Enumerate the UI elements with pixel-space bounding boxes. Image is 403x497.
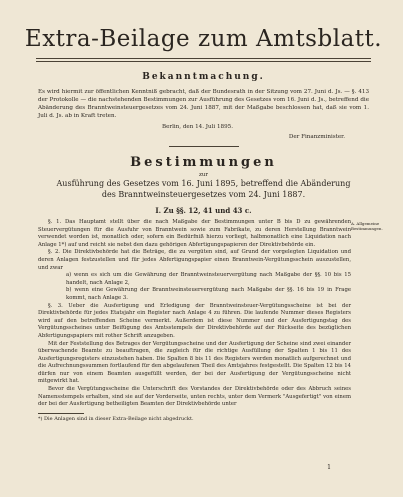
ausfuehrung-line-1: Ausführung des Gesetzes vom 16. Juni 1895, betreffend die Abänderung: [56, 179, 351, 188]
paragraph: Mit der Feststellung des Betrages der Vergütungsscheine und der Ausfertigung der Scheine sind zwei einander überwachende Beamte zu beauftragen, die zugleich für die richtige Ausfüllung der Spalten 1 bis 11 des Ausfertigungsregisters einzustehen haben. Die Spalten 8 bis 11 des Registers werden monatlich aufgerechnet und die Aufrechnungssummen fortlaufend für den abgelaufenen Theil des Amtsjahres festgestellt. Die Spalten 12 bis 14 dürfen nur von einem Beamten ausgefüllt werden, der bei der Ausfertigung der Vergütungsscheine nicht mitgewirkt hat.: [38, 340, 351, 385]
body-text-block: [38, 219, 383, 409]
body-text: [38, 219, 351, 409]
paragraph: §. 3. Ueber die Ausfertigung und Erledigung der Branntweinsteuer-Vergütungsscheine ist bei der Direktivbehörde für jedes Etatsjahr ein Register nach Anlage 4 zu führen. Die laufende Nummer dieses Registers wird auf den betreffenden Scheine vermerkt. Außerdem ist diese Nummer und der Ausfertigungstag des Vergütungsscheines unter Beifügung des Amtsstempels der Direktivbehörde auf der Rückseite des bezüglichen Abfertigungspapiers mit rother Schrift anzugeben.: [38, 302, 351, 339]
paragraph: §. 2. Die Direktivbehörde hat die Beträge, die zu vergüten sind, auf Grund der vorgelegten Liquidation und deren Anlagen festzustellen und für jedes Abfertigungspapier einen Branntwein-Vergütungsschein auszustellen, und zwar: [38, 249, 351, 271]
paragraph: b) wenn eine Gewährung der Branntweinsteuervergütung nach Maßgabe der §§. 16 bis 19 in Frage kommt, nach Anlage 3.: [66, 287, 351, 301]
bekanntmachung-heading: Bekanntmachung.: [142, 72, 265, 82]
title-rule: [36, 58, 371, 59]
section-separator: [169, 146, 239, 147]
zur-text: zur: [198, 172, 209, 178]
signer: Der Finanzminister.: [288, 134, 345, 140]
footnote: *) Die Anlagen sind in dieser Extra-Beilage nicht abgedruckt.: [38, 415, 194, 422]
footnote-rule: [38, 413, 84, 414]
place-date: Berlin, den 14. Juli 1895.: [162, 124, 233, 130]
bekanntmachung-text: Es wird hiermit zur öffentlichen Kenntniß gebracht, daß der Bundesrath in der Sitzung vom 27. Juni d. Js. — §. 413 der Protokolle — die nachstehenden Bestimmungen zur Ausführung des Gesetzes vom 16. Juni d. Js., betreffend die Abänderung des Branntweinsteuergesetzes vom 24. Juni 1887, mit der Maßgabe beschlossen hat, daß sie vom 1. Juli d. Js. ab in Kraft treten.: [38, 89, 369, 119]
margin-note: A. Allgemeine Bestimmungen.: [351, 221, 383, 231]
section-heading: I. Zu §§. 12, 41 und 43 c.: [155, 206, 252, 215]
ausfuehrung-line-2: des Branntweinsteuergesetzes vom 24. Juni 1887.: [101, 190, 306, 199]
paragraph: a) wenn es sich um die Gewährung der Branntweinsteuervergütung nach Maßgabe der §§. 10 bis 15 handelt, nach Anlage 2,: [66, 272, 351, 286]
paragraph: Bevor die Vergütungsscheine die Unterschrift des Vorstandes der Direktivbehörde oder des Abbruch seines Namensstempels erhalten, sind sie auf der Vorderseite, unten rechts, unter dem Vermerk "Ausgefertigt" von einem der bei der Ausfertigung betheiligten Beamten der Direktivbehörde unter: [38, 386, 351, 408]
document-title: Extra-Beilage zum Amtsblatt.: [24, 26, 383, 52]
page-number: 1: [327, 464, 331, 471]
paragraph: §. 1. Das Hauptamt stellt über die nach Maßgabe der Bestimmungen unter B bis D zu gewährenden Steuervergütungen für die Ausfuhr von Branntwein sowie zum Fabrikate, zu deren Herstellung Branntwein verwendet worden ist, monatlich oder, sofern ein Bedürfniß hierzu vorliegt, halbmonatlich eine Liquidation nach Anlage 1*) auf und reicht sie nebst den dazu gehörigen Abfertigungspapieren der Direktivbehörde ein.: [38, 219, 351, 248]
title-rule-thin: [36, 61, 371, 62]
bestimmungen-heading: Bestimmungen: [130, 155, 277, 170]
